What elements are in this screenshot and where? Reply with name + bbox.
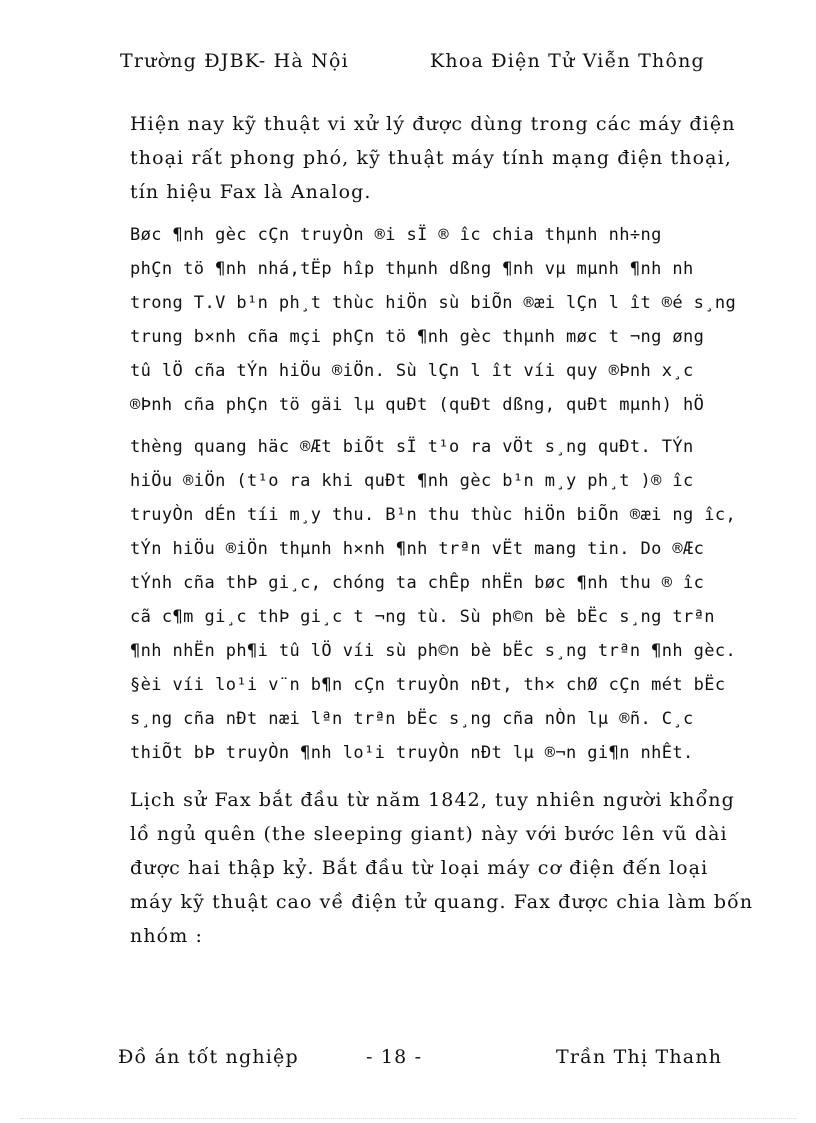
text-line: s¸ng cña nÐt næi lªn trªn bËc s¸ng cña nÒn lµ ®ñ. C¸c	[130, 709, 694, 729]
text-line: Hiện nay kỹ thuật vi xử lý được dùng trong các máy điện	[130, 113, 736, 135]
text-line: thèng quang häc ®Æt biÕt sÏ t¹o ra vÖt s¸ng quÐt. TÝn	[130, 437, 694, 457]
page-footer	[0, 1046, 816, 1076]
page-number: - 18 -	[366, 1046, 423, 1068]
text-line: cã c¶m gi¸c thÞ gi¸c t ¬ng tù. Sù ph©n bè bËc s¸ng trªn	[130, 607, 715, 627]
bottom-divider	[20, 1118, 796, 1119]
text-line: Bøc ¶nh gèc cÇn truyÒn ®i sÏ ® îc chia thµnh nh÷ng	[130, 225, 662, 245]
text-line: thiÕt bÞ truyÒn ¶nh lo¹i truyÒn nÐt lµ ®¬n gi¶n nhÊt.	[130, 743, 694, 763]
text-line: hiÖu ®iÖn (t¹o ra khi quÐt ¶nh gèc b¹n m¸y ph¸t )® îc	[130, 471, 694, 491]
text-line: tû lÖ cña tÝn hiÖu ®iÖn. Sù lÇn l ît víi quy ®Þnh x¸c	[130, 361, 694, 381]
text-line: Lịch sử Fax bắt đầu từ năm 1842, tuy nhiên người khổng	[130, 789, 735, 811]
text-line: trung b×nh cña mçi phÇn tö ¶nh gèc thµnh møc t ¬ng øng	[130, 327, 705, 347]
footer-title: Đồ án tốt nghiệp	[118, 1046, 299, 1068]
text-line: tín hiệu Fax là Analog.	[130, 181, 372, 203]
text-line: nhóm :	[130, 925, 203, 947]
text-line: truyÒn dÉn tíi m¸y thu. B¹n thu thùc hiÖn biÕn ®æi ng îc,	[130, 505, 737, 525]
text-line: máy kỹ thuật cao về điện tử quang. Fax được chia làm bốn	[130, 891, 754, 913]
header-school: Trường ĐJBK- Hà Nội	[120, 50, 349, 72]
text-line: trong T.V b¹n ph¸t thùc hiÖn sù biÕn ®æi lÇn l ît ®é s¸ng	[130, 293, 737, 313]
text-line: tÝnh cña thÞ gi¸c, chóng ta chÊp nhËn bøc ¶nh thu ® îc	[130, 573, 705, 593]
text-line: §èi víi lo¹i v¨n b¶n cÇn truyÒn nÐt, th× chØ cÇn mét bËc	[130, 675, 726, 695]
page-header	[0, 50, 816, 80]
text-line: lồ ngủ quên (the sleeping giant) này với bước lên vũ dài	[130, 823, 728, 845]
text-line: tÝn hiÖu ®iÖn thµnh h×nh ¶nh trªn vËt mang tin. Do ®Æc	[130, 539, 705, 559]
header-faculty: Khoa Điện Tử Viễn Thông	[430, 50, 705, 72]
text-line: ®Þnh cña phÇn tö gäi lµ quÐt (quÐt dßng, quÐt mµnh) hÖ	[130, 395, 705, 415]
footer-author: Trần Thị Thanh	[556, 1046, 723, 1068]
text-line: thoại rất phong phó, kỹ thuật máy tính mạng điện thoại,	[130, 147, 732, 169]
text-line: được hai thập kỷ. Bắt đầu từ loại máy cơ điện đến loại	[130, 857, 709, 879]
text-line: phÇn tö ¶nh nhá,tËp hîp thµnh dßng ¶nh vµ mµnh ¶nh nh	[130, 259, 694, 279]
text-line: ¶nh nhËn ph¶i tû lÖ víi sù ph©n bè bËc s¸ng trªn ¶nh gèc.	[130, 641, 737, 661]
